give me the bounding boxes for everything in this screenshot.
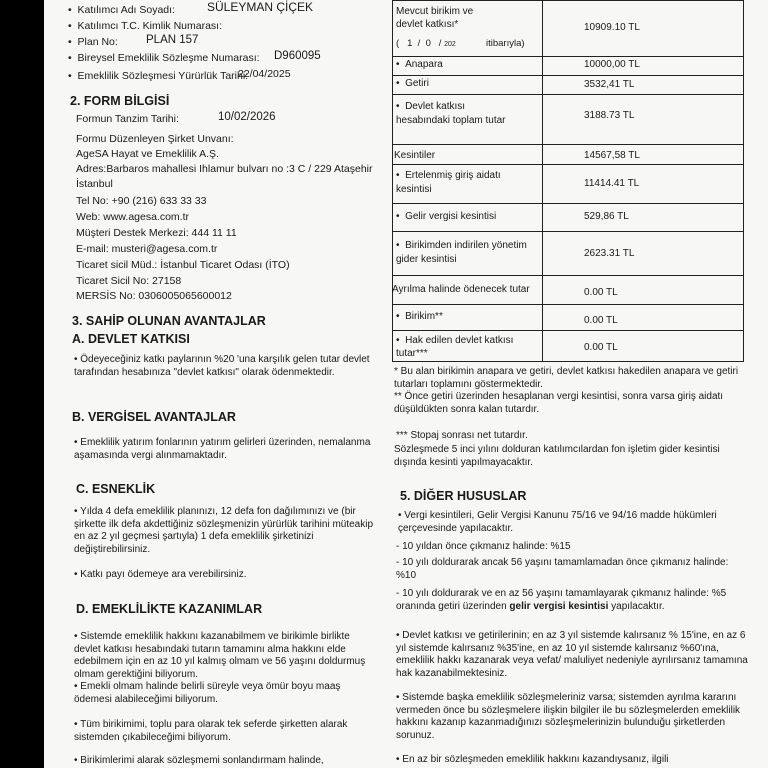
balance-date-suffix: itibarıyla) xyxy=(486,38,525,49)
participant-name-value: SÜLEYMAN ÇİÇEK xyxy=(207,0,314,14)
registry-no: Ticaret Sicil No: 27158 xyxy=(76,275,182,287)
exit-amount-label: Ayrılma halinde ödenecek tutar xyxy=(392,284,530,295)
company-phone: Tel No: +90 (216) 633 33 33 xyxy=(76,195,207,207)
deferred-fee-row-label: • Ertelenmiş giriş aidatı xyxy=(396,170,501,181)
effective-date-label: Emeklilik Sözleşmesi Yürürlük Tarihi: xyxy=(77,70,249,82)
document-page xyxy=(44,0,768,768)
state-contribution-title: A. DEVLET KATKISI xyxy=(72,332,190,346)
earned-contribution-value: 0.00 TL xyxy=(584,342,618,353)
state-account-label-1: Devlet katkısı xyxy=(405,101,466,112)
other-text-4c: yapılacaktır. xyxy=(611,600,665,612)
plan-value: PLAN 157 xyxy=(146,34,199,46)
deferred-fee-label-1: Ertelenmiş giriş aidatı xyxy=(405,170,501,181)
contract-no-value: D960095 xyxy=(274,50,321,62)
other-text-7: • En az bir sözleşmeden emeklilik hakkını kazandıysanız, ilgili xyxy=(396,754,669,765)
principal-value: 10000,00 TL xyxy=(584,59,640,70)
tc-label: Katılımcı T.C. Kimlik Numarası: xyxy=(77,20,223,32)
balance-date: ( 1 / 0 / 202 xyxy=(396,38,456,49)
retirement-gains-title: D. EMEKLİLİKTE KAZANIMLAR xyxy=(76,602,263,616)
form-date-label: Formun Tanzim Tarihi: xyxy=(76,113,179,125)
note-3: *** Stopaj sonrası net tutardır. xyxy=(396,430,528,441)
other-text-4 xyxy=(396,588,766,613)
deductions-value: 14567,58 TL xyxy=(584,150,640,161)
other-text-3: - 10 yılı doldurarak ancak 56 yaşını tamamlamadan önce çıkmanız halinde: %10 xyxy=(396,557,729,581)
form-date-value: 10/02/2026 xyxy=(218,111,276,123)
note-1: * Bu alan birikimin anapara ve getiri, devlet katkısı hakedilen anapara ve getiri tutarları toplamını göstermektedir. xyxy=(394,366,739,390)
other-text-4a: - 10 yılı doldurarak ve en az 56 yaşını tamamlayarak çıkmanız halinde: %5 oranında getiri üzerinden xyxy=(396,588,727,612)
other-text-1: • Vergi kesintileri, Gelir Vergisi Kanunu 75/16 ve 94/16 madde hükümleri çerçevesinde yapılacaktır. xyxy=(398,510,717,534)
tax-advantages-text: • Emeklilik yatırım fonlarının yatırım gelirleri üzerinden, nemalanma aşamasında vergi alınmamaktadır. xyxy=(74,437,371,461)
mgmt-fee-label-2: gider kesintisi xyxy=(396,254,457,265)
flexibility-title: C. ESNEKLİK xyxy=(76,482,156,496)
contract-no-label: Bireysel Emeklilik Sözleşme Numarası: xyxy=(77,52,260,64)
balance-value: 10909.10 TL xyxy=(584,22,640,33)
state-account-value: 3188.73 TL xyxy=(584,110,635,121)
tc-row: • Katılımcı T.C. Kimlik Numarası: xyxy=(68,20,223,32)
effective-date-row: • Emeklilik Sözleşmesi Yürürlük Tarihi: xyxy=(68,70,249,82)
mgmt-fee-label-1: Birikimden indirilen yönetim xyxy=(405,240,527,251)
table-rule xyxy=(392,56,744,57)
table-rule xyxy=(392,203,744,204)
retirement-gains-text-3: • Tüm birikimimi, toplu para olarak tek seferde şirketten alarak sistemden çıkabileceğimi biliyorum. xyxy=(74,719,348,743)
earned-contribution-label-2: tutar*** xyxy=(396,348,428,359)
deferred-fee-label-2: kesintisi xyxy=(396,184,432,195)
table-rule xyxy=(392,164,744,165)
address-line1: Adres:Barbaros mahallesi Ihlamur bulvarı no :3 C / 229 Ataşehir xyxy=(76,163,373,175)
tax-advantages-title: B. VERGİSEL AVANTAJLAR xyxy=(72,410,236,424)
flexibility-text-2: • Katkı payı ödemeye ara verebilirsiniz. xyxy=(74,569,247,580)
mgmt-fee-value: 2623.31 TL xyxy=(584,248,635,259)
deferred-fee-value: 11414.41 TL xyxy=(584,178,640,189)
date-day: 1 xyxy=(407,38,413,49)
table-rule xyxy=(392,75,744,76)
registry-office: Ticaret sicil Müd.: İstanbul Ticaret Odası (İTO) xyxy=(76,259,290,271)
deductions-label: Kesintiler xyxy=(394,150,436,161)
form-info-title: 2. FORM BİLGİSİ xyxy=(70,94,170,108)
return-label: Getiri xyxy=(405,78,429,89)
company-name: AgeSA Hayat ve Emeklilik A.Ş. xyxy=(76,148,219,160)
earned-contribution-row-label: • Hak edilen devlet katkısı xyxy=(396,335,514,346)
note-4: Sözleşmede 5 inci yılını dolduran katılımcılardan fon işletim gider kesintisi dışında kesinti yapılmayacaktır. xyxy=(394,444,720,468)
principal-row-label: • Anapara xyxy=(396,59,443,70)
other-text-2: - 10 yıldan önce çıkmanız halinde: %15 xyxy=(396,541,571,552)
table-rule xyxy=(392,94,744,95)
other-text-6: • Sistemde başka emeklilik sözleşmeleriniz varsa; sistemden ayrılma kararını vermeden önce bu sözleşmelere ilişkin bilgiler ile bu sözleşmelerden emeklilik hakkını kazanıp kazanmadığınızı sözleşmelerinizin bulunduğu şirketlerden sorunuz. xyxy=(396,692,741,741)
mgmt-fee-row-label: • Birikimden indirilen yönetim xyxy=(396,240,527,251)
participant-name-row: • Katılımcı Adı Soyadı: xyxy=(68,4,175,16)
state-account-label-2: hesabındaki toplam tutar xyxy=(396,115,506,126)
table-column-divider xyxy=(542,0,543,362)
savings-row-label: • Birikim** xyxy=(396,311,443,322)
company-title-label: Formu Düzenleyen Şirket Unvanı: xyxy=(76,133,234,145)
income-tax-value: 529,86 TL xyxy=(584,211,629,222)
retirement-gains-text-1: • Sistemde emeklilik hakkını kazanabilmem ve birikimle birlikte devlet katkısı hesabındaki tutarın tamamını alma hakkını elde edebilmem için en az 10 yıl kalmış olmam ve 56 yaşını doldurmuş olmam gerektiğini biliyorum. xyxy=(74,631,366,680)
retirement-gains-text-4: • Birikimlerimi alarak sözleşmemi sonlandırmam halinde, xyxy=(74,755,324,766)
other-matters-title: 5. DİĞER HUSUSLAR xyxy=(400,489,527,503)
address-line2: İstanbul xyxy=(76,178,113,190)
balance-label-2: devlet katkısı* xyxy=(396,19,459,30)
return-value: 3532,41 TL xyxy=(584,79,635,90)
company-web: Web: www.agesa.com.tr xyxy=(76,211,190,223)
retirement-gains-text-2: • Emekli olmam halinde belirli süreyle veya ömür boyu maaş ödemesi alabileceğimi biliyorum. xyxy=(74,681,341,705)
exit-amount-value: 0.00 TL xyxy=(584,287,618,298)
mersis-no: MERSİS No: 0306005065600012 xyxy=(76,290,232,302)
state-account-row-label: • Devlet katkısı xyxy=(396,101,466,112)
support-phone: Müşteri Destek Merkezi: 444 11 11 xyxy=(76,227,237,239)
earned-contribution-label-1: Hak edilen devlet katkısı xyxy=(405,335,514,346)
note-2: ** Önce getiri üzerinden hesaplanan vergi kesintisi, sonra varsa giriş aidatı düşüldükten sonra kalan tutardır. xyxy=(394,391,724,415)
advantages-title: 3. SAHİP OLUNAN AVANTAJLAR xyxy=(72,314,266,328)
other-text-5: • Devlet katkısı ve getirilerinin; en az 3 yıl sistemde kalırsanız % 15'ine, en az 6 yıl sistemde kalırsanız %35'ine, en az 10 yıl sistemde kalırsanız %60'ına, emeklilik hakkı kazanarak veya vefat/ maluliyet nedeniyle ayrılırsanız tamamına hak kazanabilmektesiniz. xyxy=(396,630,748,679)
table-rule xyxy=(392,144,744,145)
plan-row: • Plan No: xyxy=(68,36,118,48)
table-rule xyxy=(392,275,744,276)
state-contribution-text: • Ödeyeceğiniz katkı paylarının %20 'una karşılık gelen tutar devlet tarafından hesabınıza "devlet katkısı" olarak ödenmektedir. xyxy=(74,354,370,378)
return-row-label: • Getiri xyxy=(396,78,429,89)
company-email: E-mail: musteri@agesa.com.tr xyxy=(76,243,218,255)
table-rule xyxy=(392,304,744,305)
balance-label-1: Mevcut birikim ve xyxy=(396,6,474,17)
table-rule xyxy=(392,330,744,331)
effective-date-value: 22/04/2025 xyxy=(238,68,291,80)
principal-label: Anapara xyxy=(405,59,443,70)
date-year: 202 xyxy=(444,41,456,48)
income-tax-label: Gelir vergisi kesintisi xyxy=(405,211,497,222)
flexibility-text: • Yılda 4 defa emeklilik planınızı, 12 defa fon dağılımınızı ve (bir şirkette ilk defa akdettiğiniz sözleşmenizin yürürlük tarihini müteakip en az 2 yıl geçmesi şartıyla) 1 defa emeklilik şirketinizi değiştirebilirsiniz. xyxy=(74,506,374,555)
contract-no-row: • Bireysel Emeklilik Sözleşme Numarası: xyxy=(68,52,260,64)
income-tax-row-label: • Gelir vergisi kesintisi xyxy=(396,211,497,222)
participant-name-label: Katılımcı Adı Soyadı: xyxy=(77,4,175,16)
other-text-4-bold: gelir vergisi kesintisi xyxy=(509,600,609,612)
savings-label: Birikim** xyxy=(405,311,443,322)
savings-value: 0.00 TL xyxy=(584,315,618,326)
date-month: 0 xyxy=(425,38,431,49)
plan-label: Plan No: xyxy=(77,36,118,48)
table-rule xyxy=(392,231,744,232)
